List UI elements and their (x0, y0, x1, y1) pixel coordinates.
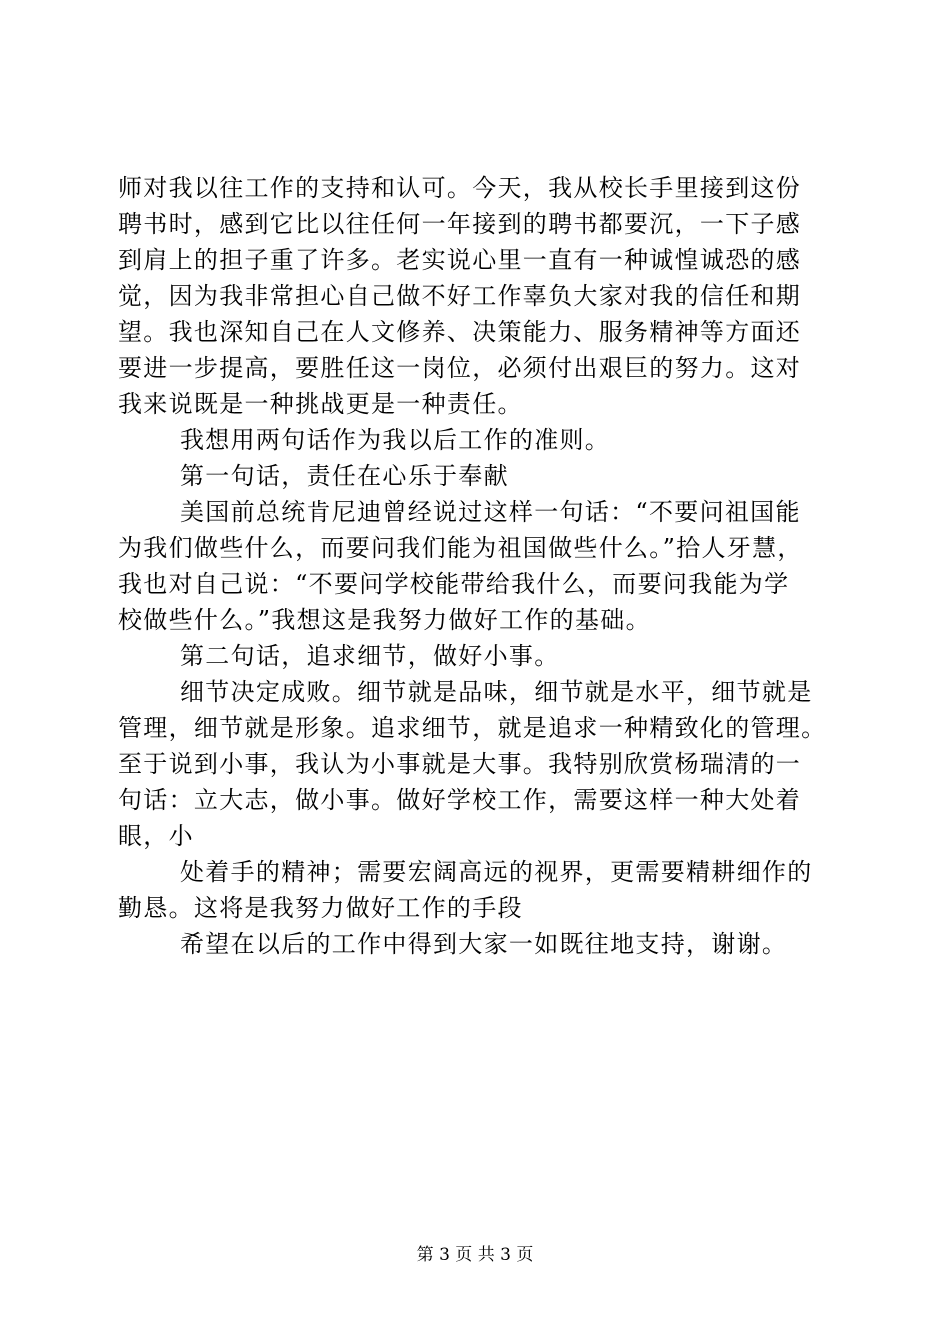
text-line: 望。我也深知自己在人文修养、决策能力、服务精神等方面还 (118, 318, 802, 346)
page-footer (0, 1244, 950, 1266)
text-line: 句话：立大志，做小事。做好学校工作，需要这样一种大处着 (118, 786, 802, 814)
text-line: 眼，小 (118, 822, 194, 850)
text-line: 到肩上的担子重了许多。老实说心里一直有一种诚惶诚恐的感 (118, 246, 802, 274)
text-line: 我来说既是一种挑战更是一种责任。 (118, 390, 523, 418)
text-line: 觉，因为我非常担心自己做不好工作辜负大家对我的信任和期 (118, 282, 802, 310)
paragraph-line: 处着手的精神；需要宏阔高远的视界，更需要精耕细作的 (180, 858, 813, 886)
paragraph-line: 美国前总统肯尼迪曾经说过这样一句话：“不要问祖国能 (180, 498, 801, 526)
section-heading: 第二句话，追求细节，做好小事。 (180, 642, 560, 670)
text-line: 校做些什么。”我想这是我努力做好工作的基础。 (118, 606, 651, 634)
text-line: 聘书时，感到它比以往任何一年接到的聘书都要沉，一下子感 (118, 210, 802, 238)
text-line: 至于说到小事，我认为小事就是大事。我特别欣赏杨瑞清的一 (118, 750, 802, 778)
text-line: 管理，细节就是形象。追求细节，就是追求一种精致化的管理。 (118, 714, 827, 742)
text-line: 师对我以往工作的支持和认可。今天，我从校长手里接到这份 (118, 174, 802, 202)
section-heading: 第一句话，责任在心乐于奉献 (180, 462, 509, 490)
paragraph-line: 我想用两句话作为我以后工作的准则。 (180, 426, 611, 454)
text-line: 我也对自己说：“不要问学校能带给我什么，而要问我能为学 (118, 570, 790, 598)
paragraph-line: 细节决定成败。细节就是品味，细节就是水平，细节就是 (180, 678, 813, 706)
document-body (118, 170, 838, 962)
text-line: 为我们做些什么，而要问我们能为祖国做些什么。”拾人牙慧， (118, 534, 803, 562)
paragraph-line: 希望在以后的工作中得到大家一如既往地支持，谢谢。 (180, 930, 788, 958)
text-line: 要进一步提高，要胜任这一岗位，必须付出艰巨的努力。这对 (118, 354, 802, 382)
page-number-label: 第 3 页 共 3 页 (416, 1245, 534, 1265)
text-line: 勤恳。这将是我努力做好工作的手段 (118, 894, 523, 922)
